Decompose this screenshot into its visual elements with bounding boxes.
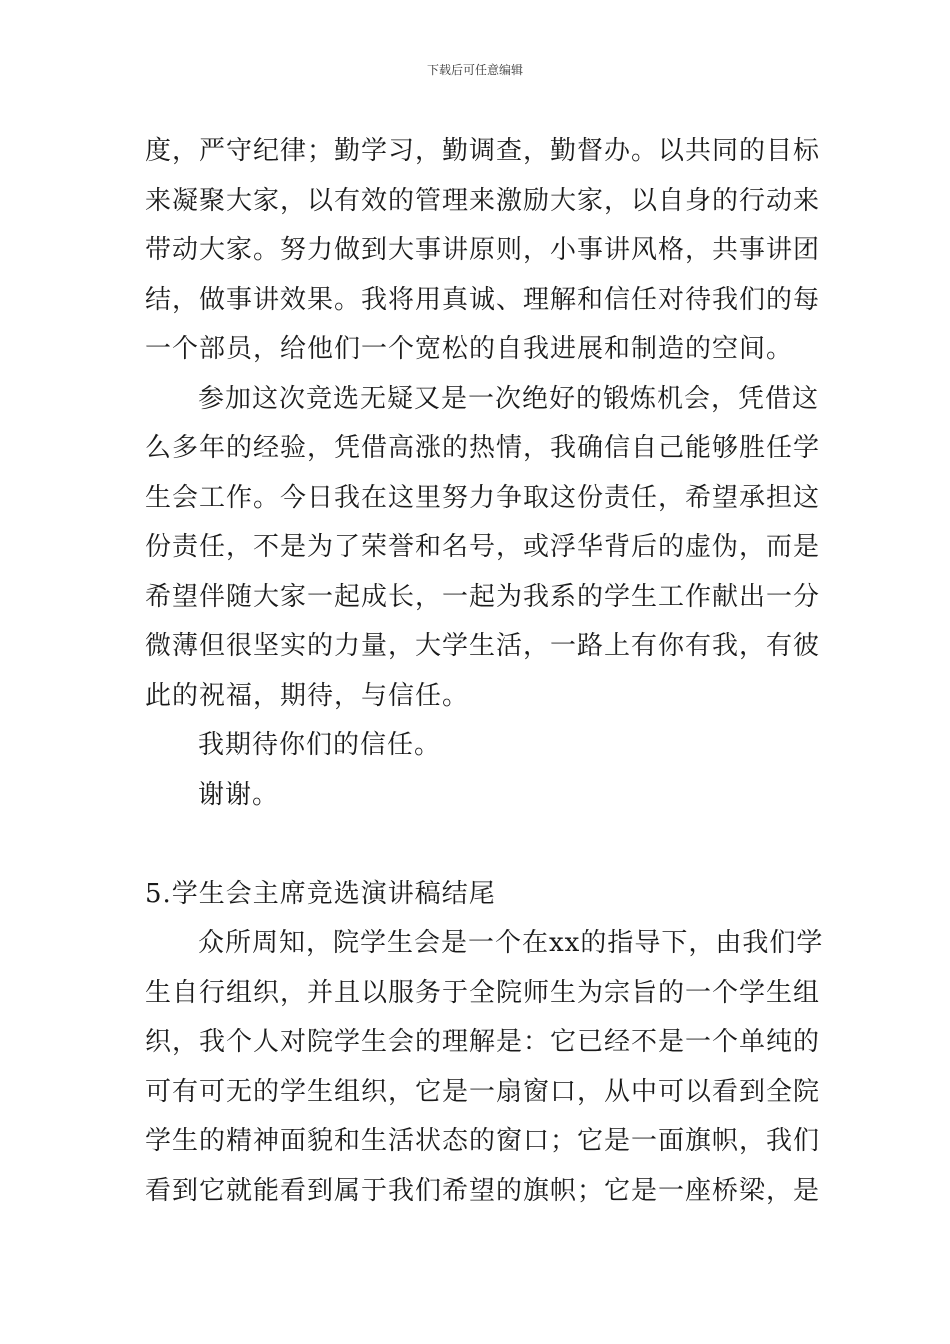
page-header: 下载后可任意编辑 xyxy=(426,63,523,77)
text-line: 可有可无的学生组织，它是一扇窗口，从中可以看到全院 xyxy=(145,1076,821,1107)
text-line: 希望伴随大家一起成长，一起为我系的学生工作献出一分 xyxy=(145,581,821,612)
text-line: 此的祝福，期待，与信任。 xyxy=(145,680,470,711)
text-line: 众所周知，院学生会是一个在xx的指导下，由我们学 xyxy=(198,928,824,958)
text-line: 么多年的经验，凭借高涨的热情，我确信自己能够胜任学 xyxy=(145,433,821,463)
text-line: 看到它就能看到属于我们希望的旗帜；它是一座桥梁，是 xyxy=(145,1175,821,1206)
paragraph-5 xyxy=(145,919,824,1216)
text-line: 学生的精神面貌和生活状态的窗口；它是一面旗帜，我们 xyxy=(145,1126,821,1156)
text-line: 微薄但很坚实的力量，大学生活，一路上有你有我，有彼 xyxy=(145,631,821,661)
text-line: 生自行组织，并且以服务于全院师生为宗旨的一个学生组 xyxy=(145,977,821,1008)
section-heading: 5.学生会主席竞选演讲稿结尾 xyxy=(145,878,496,909)
document-body xyxy=(145,127,824,1216)
text-line: 一个部员，给他们一个宽松的自我进展和制造的空间。 xyxy=(145,334,794,364)
text-line: 份责任，不是为了荣誉和名号，或浮华背后的虚伪，而是 xyxy=(145,532,821,562)
paragraph-4: 谢谢。 xyxy=(198,779,280,810)
text-line: 来凝聚大家，以有效的管理来激励大家，以自身的行动来 xyxy=(145,185,821,216)
text-line: 度，严守纪律；勤学习，勤调查，勤督办。以共同的目标 xyxy=(145,136,821,166)
paragraph-spacer xyxy=(145,820,809,870)
paragraph-3: 我期待你们的信任。 xyxy=(198,730,442,760)
text-line: 织，我个人对院学生会的理解是：它已经不是一个单纯的 xyxy=(145,1027,821,1057)
text-line: 带动大家。努力做到大事讲原则，小事讲风格，共事讲团 xyxy=(145,235,821,265)
text-line: 生会工作。今日我在这里努力争取这份责任，希望承担这 xyxy=(145,482,821,513)
paragraph-1 xyxy=(145,127,821,375)
text-line: 参加这次竞选无疑又是一次绝好的锻炼机会，凭借这 xyxy=(198,383,820,414)
text-line: 结，做事讲效果。我将用真诚、理解和信任对待我们的每 xyxy=(145,284,821,315)
paragraph-2 xyxy=(145,375,821,722)
